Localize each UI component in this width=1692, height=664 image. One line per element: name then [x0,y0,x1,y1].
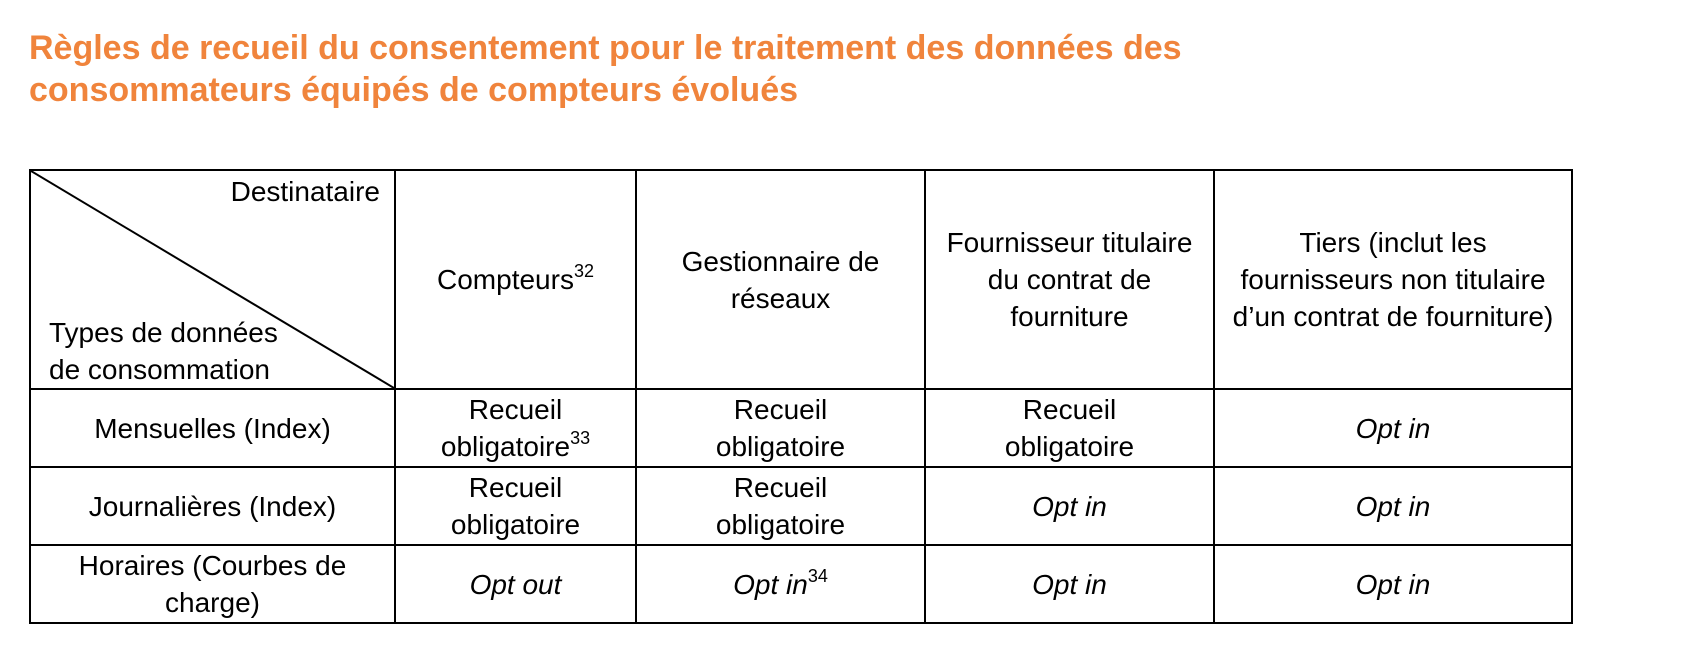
footnote-ref: 34 [807,565,828,586]
column-header-label: Tiers (inclut les fournisseurs non titulaire d’un contrat de fourniture) [1232,227,1554,332]
cell-text: Opt out [469,568,562,600]
title-line-2: consommateurs équipés de compteurs évolués [29,71,799,109]
corner-destinataire-label: Destinataire [230,176,380,207]
cell-text: Recueil obligatoire [715,394,846,462]
cell-text: Recueil obligatoire [715,472,846,540]
table-cell [925,389,1214,467]
cell-text: Opt in [733,568,808,600]
table-row [30,545,1572,623]
table-cell [636,467,925,545]
row-label-horaires: Horaires (Courbes de charge) [30,545,395,623]
table-cell [636,545,925,623]
cell-text: Recueil obligatoire [1004,394,1135,462]
table-row [30,389,1572,467]
table-cell [395,389,636,467]
cell-text: Opt in [1032,490,1107,522]
page-title [29,27,1529,111]
column-header-fournisseur [925,170,1214,389]
corner-types-label: Types de données de consommation [49,317,278,385]
cell-text: Opt in [1032,568,1107,600]
footnote-ref: 33 [570,428,591,448]
column-header-gestionnaire [636,170,925,389]
cell-text: Opt in [1355,568,1431,600]
table-cell [925,545,1214,623]
column-header-compteurs [395,170,636,389]
column-header-label: Gestionnaire de réseaux [681,245,880,314]
corner-header-cell [30,170,395,389]
consent-rules-table [29,169,1573,624]
cell-text: Opt in [1355,412,1431,444]
row-label-mensuelles: Mensuelles (Index) [30,389,395,467]
table-cell [395,545,636,623]
row-label-journalieres: Journalières (Index) [30,467,395,545]
column-header-label: Fournisseur titulaire du contrat de fourniture [946,227,1193,332]
column-header-label: Compteurs [437,264,574,295]
cell-text: Opt in [1355,490,1431,522]
table-cell [395,467,636,545]
cell-text: Recueil obligatoire [450,472,581,540]
title-line-1: Règles de recueil du consentement pour le traitement des données des [29,29,1182,67]
column-header-tiers [1214,170,1572,389]
table-cell [1214,467,1572,545]
footnote-ref: 32 [573,261,594,281]
table-cell [925,467,1214,545]
table-cell [636,389,925,467]
header-row [30,170,1572,389]
table-row [30,467,1572,545]
cell-text: Recueil obligatoire [440,394,571,462]
table-cell [1214,545,1572,623]
table-cell [1214,389,1572,467]
